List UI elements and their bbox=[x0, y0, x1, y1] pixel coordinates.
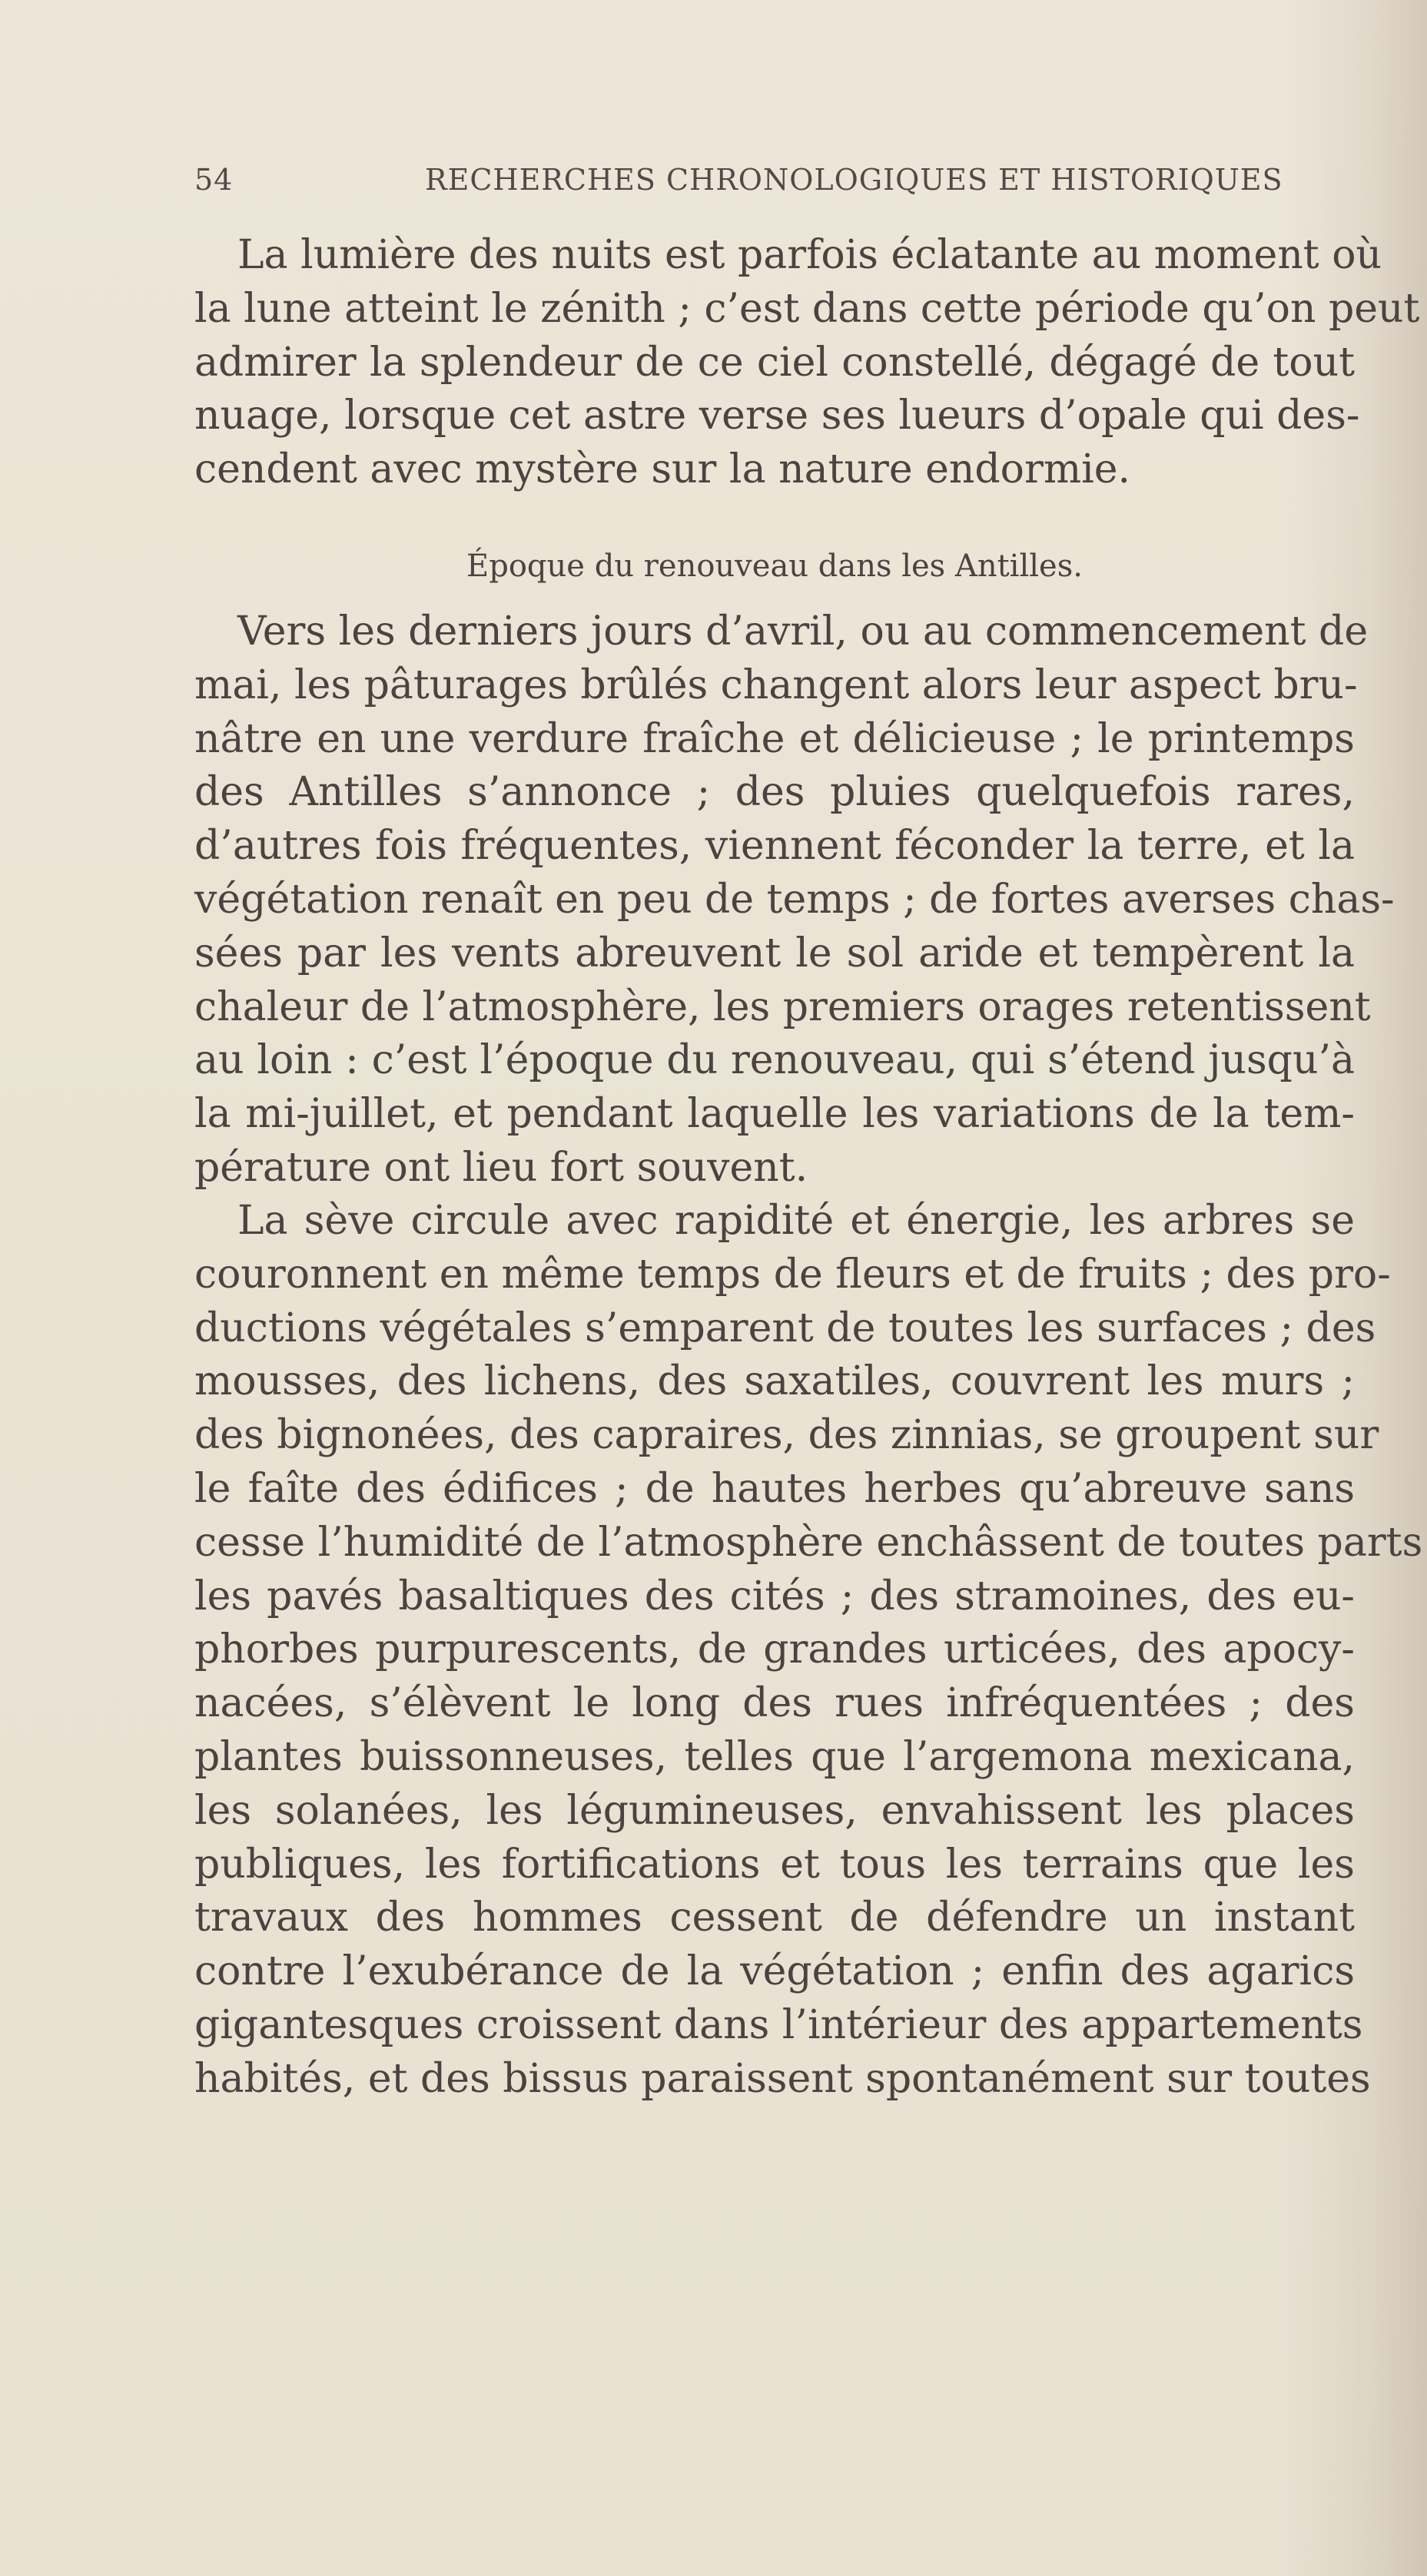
text-line: contre l’exubérance de la végétation ; enfin des agarics bbox=[194, 1948, 1355, 1995]
text-line: au loin : c’est l’époque du renouveau, qui s’étend jusqu’à bbox=[194, 1037, 1355, 1084]
text-line: les pavés basaltiques des cités ; des stramoines, des eu- bbox=[194, 1573, 1355, 1620]
text-line: travaux des hommes cessent de défendre un instant bbox=[194, 1895, 1355, 1941]
text-line: publiques, les fortifications et tous les terrains que les bbox=[194, 1841, 1355, 1888]
text-line: la mi-juillet, et pendant laquelle les variations de la tem- bbox=[194, 1091, 1355, 1138]
text-line: nacées, s’élèvent le long des rues infréquentées ; des bbox=[194, 1680, 1355, 1727]
text-line: le faîte des édifices ; de hautes herbes qu’abreuve sans bbox=[194, 1465, 1355, 1512]
text-line: chaleur de l’atmosphère, les premiers orages retentissent bbox=[194, 983, 1371, 1030]
text-line: mousses, des lichens, des saxatiles, couvrent les murs ; bbox=[194, 1358, 1355, 1405]
text-line: nâtre en une verdure fraîche et délicieuse ; le printemps bbox=[194, 715, 1355, 762]
text-line: admirer la splendeur de ce ciel constellé, dégagé de tout bbox=[194, 339, 1355, 386]
text-line: gigantesques croissent dans l’intérieur des appartements bbox=[194, 2001, 1363, 2048]
paragraph-renouveau bbox=[194, 605, 1395, 1195]
text-line: phorbes purpurescents, de grandes urticées, des apocy- bbox=[194, 1626, 1355, 1673]
text-line: d’autres fois fréquentes, viennent féconder la terre, et la bbox=[194, 823, 1355, 870]
paragraph-seve bbox=[194, 1195, 1423, 2107]
running-title: RECHERCHES CHRONOLOGIQUES ET HISTORIQUES bbox=[425, 163, 1283, 197]
text-line: La lumière des nuits est parfois éclatante au moment où bbox=[237, 232, 1382, 278]
text-line: La sève circule avec rapidité et énergie, les arbres se bbox=[237, 1198, 1355, 1244]
paragraph-lune bbox=[194, 229, 1420, 497]
text-line: la lune atteint le zénith ; c’est dans cette période qu’on peut bbox=[194, 285, 1420, 332]
text-line: plantes buissonneuses, telles que l’argemona mexicana, bbox=[194, 1733, 1355, 1780]
text-line: Vers les derniers jours d’avril, ou au commencement de bbox=[237, 608, 1369, 655]
text-line: habités, et des bissus paraissent spontanément sur toutes bbox=[194, 2055, 1371, 2102]
text-line: nuage, lorsque cet astre verse ses lueurs d’opale qui des- bbox=[194, 393, 1360, 439]
text-line: végétation renaît en peu de temps ; de fortes averses chas- bbox=[194, 876, 1395, 923]
text-line: cesse l’humidité de l’atmosphère enchâssent de toutes parts bbox=[194, 1519, 1423, 1566]
text-line: mai, les pâturages brûlés changent alors leur aspect bru- bbox=[194, 661, 1358, 708]
page-number: 54 bbox=[194, 163, 234, 197]
text-line: couronnent en même temps de fleurs et de fruits ; des pro- bbox=[194, 1251, 1391, 1298]
running-head bbox=[194, 163, 1362, 209]
text-line: ductions végétales s’emparent de toutes les surfaces ; des bbox=[194, 1305, 1376, 1351]
text-line: les solanées, les légumineuses, envahissent les places bbox=[194, 1787, 1355, 1834]
text-line: sées par les vents abreuvent le sol aride et tempèrent la bbox=[194, 930, 1355, 976]
text-line: des bignonées, des capraires, des zinnias, se groupent sur bbox=[194, 1412, 1379, 1459]
text-line: cendent avec mystère sur la nature endormie. bbox=[194, 446, 1131, 493]
text-line: des Antilles s’annonce ; des pluies quelquefois rares, bbox=[194, 769, 1355, 816]
section-title: Époque du renouveau dans les Antilles. bbox=[466, 549, 1083, 584]
text-line: pérature ont lieu fort souvent. bbox=[194, 1144, 808, 1191]
